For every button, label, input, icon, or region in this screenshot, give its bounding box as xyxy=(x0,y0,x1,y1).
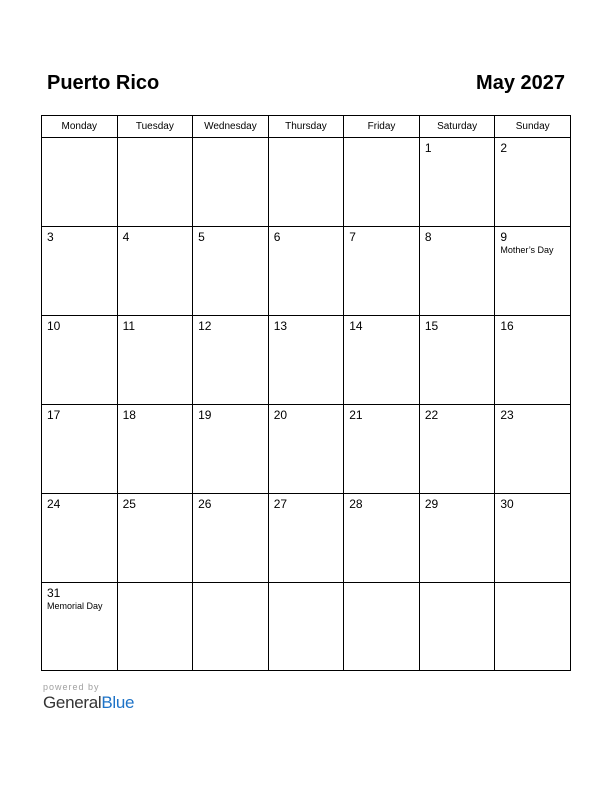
day-number: 31 xyxy=(47,586,61,600)
day-cell xyxy=(193,583,269,671)
day-number: 22 xyxy=(424,408,439,422)
day-cell xyxy=(42,494,118,583)
holiday-label: Memorial Day xyxy=(47,601,103,611)
day-cell xyxy=(42,227,118,316)
day-cell xyxy=(193,316,269,405)
day-cell xyxy=(42,405,118,494)
day-number: 5 xyxy=(198,230,205,244)
day-number: 26 xyxy=(198,497,212,511)
day-cell xyxy=(268,138,344,227)
day-cell xyxy=(344,494,420,583)
day-cell xyxy=(268,227,344,316)
day-cell xyxy=(117,583,193,671)
day-cell xyxy=(193,405,269,494)
day-cell xyxy=(344,316,420,405)
day-number: 2 xyxy=(500,141,508,155)
weekday-header-row xyxy=(42,116,571,138)
day-cell xyxy=(42,583,118,671)
day-number: 24 xyxy=(47,497,61,511)
day-cell xyxy=(193,227,269,316)
day-number: 3 xyxy=(47,230,54,244)
day-number: 28 xyxy=(349,497,363,511)
brand-footer xyxy=(43,682,134,713)
powered-by-text: powered by xyxy=(43,682,100,692)
week-row xyxy=(42,405,571,494)
day-cell xyxy=(117,494,193,583)
day-cell xyxy=(419,316,495,405)
day-cell xyxy=(117,405,193,494)
day-number: 30 xyxy=(500,497,514,511)
weekday-monday: Monday xyxy=(42,116,118,138)
day-number: 21 xyxy=(349,408,363,422)
day-cell xyxy=(117,316,193,405)
weekday-saturday: Saturday xyxy=(419,116,495,138)
month-title: May 2027 xyxy=(476,72,565,94)
week-row xyxy=(42,583,571,671)
weekday-sunday: Sunday xyxy=(495,116,571,138)
day-cell xyxy=(268,583,344,671)
day-number: 16 xyxy=(500,319,514,333)
day-number: 14 xyxy=(349,319,363,333)
week-row xyxy=(42,138,571,227)
day-number: 29 xyxy=(424,497,439,511)
day-number: 10 xyxy=(47,319,61,333)
day-cell xyxy=(117,138,193,227)
day-number: 20 xyxy=(273,408,288,422)
day-cell xyxy=(42,316,118,405)
country-title: Puerto Rico xyxy=(47,72,160,94)
day-cell xyxy=(495,494,571,583)
day-cell xyxy=(193,138,269,227)
day-cell xyxy=(419,494,495,583)
day-cell xyxy=(495,583,571,671)
day-cell xyxy=(42,138,118,227)
day-number: 6 xyxy=(273,230,281,244)
day-number: 25 xyxy=(122,497,136,511)
holiday-label: Mother’s Day xyxy=(500,245,554,255)
day-cell xyxy=(495,138,571,227)
day-cell xyxy=(344,138,420,227)
weekday-friday: Friday xyxy=(344,116,420,138)
day-number: 4 xyxy=(122,230,130,244)
day-cell xyxy=(344,405,420,494)
day-cell xyxy=(419,405,495,494)
day-cell xyxy=(193,494,269,583)
calendar-grid xyxy=(41,115,571,671)
day-number: 11 xyxy=(122,319,136,333)
day-number: 12 xyxy=(198,319,212,333)
day-number: 23 xyxy=(500,408,514,422)
day-cell xyxy=(495,227,571,316)
day-cell xyxy=(117,227,193,316)
day-number: 1 xyxy=(424,141,432,155)
week-row xyxy=(42,227,571,316)
day-number: 8 xyxy=(424,230,432,244)
day-cell xyxy=(268,494,344,583)
day-cell xyxy=(268,316,344,405)
brand-blue: Blue xyxy=(101,693,135,712)
weekday-tuesday: Tuesday xyxy=(117,116,193,138)
day-cell xyxy=(344,583,420,671)
day-cell xyxy=(419,227,495,316)
day-cell xyxy=(344,227,420,316)
brand-general: General xyxy=(43,693,102,712)
day-cell xyxy=(419,583,495,671)
generalblue-logo xyxy=(43,693,134,713)
day-number: 18 xyxy=(122,408,136,422)
week-row xyxy=(42,494,571,583)
day-number: 9 xyxy=(500,230,508,244)
day-number: 13 xyxy=(273,319,288,333)
day-number: 17 xyxy=(47,408,61,422)
day-cell xyxy=(495,316,571,405)
week-row xyxy=(42,316,571,405)
day-number: 27 xyxy=(273,497,288,511)
day-cell xyxy=(268,405,344,494)
weekday-thursday: Thursday xyxy=(268,116,344,138)
day-cell xyxy=(495,405,571,494)
day-number: 15 xyxy=(424,319,439,333)
calendar-header xyxy=(41,70,571,100)
weekday-wednesday: Wednesday xyxy=(193,116,269,138)
day-cell xyxy=(419,138,495,227)
day-number: 19 xyxy=(198,408,212,422)
day-number: 7 xyxy=(349,230,356,244)
